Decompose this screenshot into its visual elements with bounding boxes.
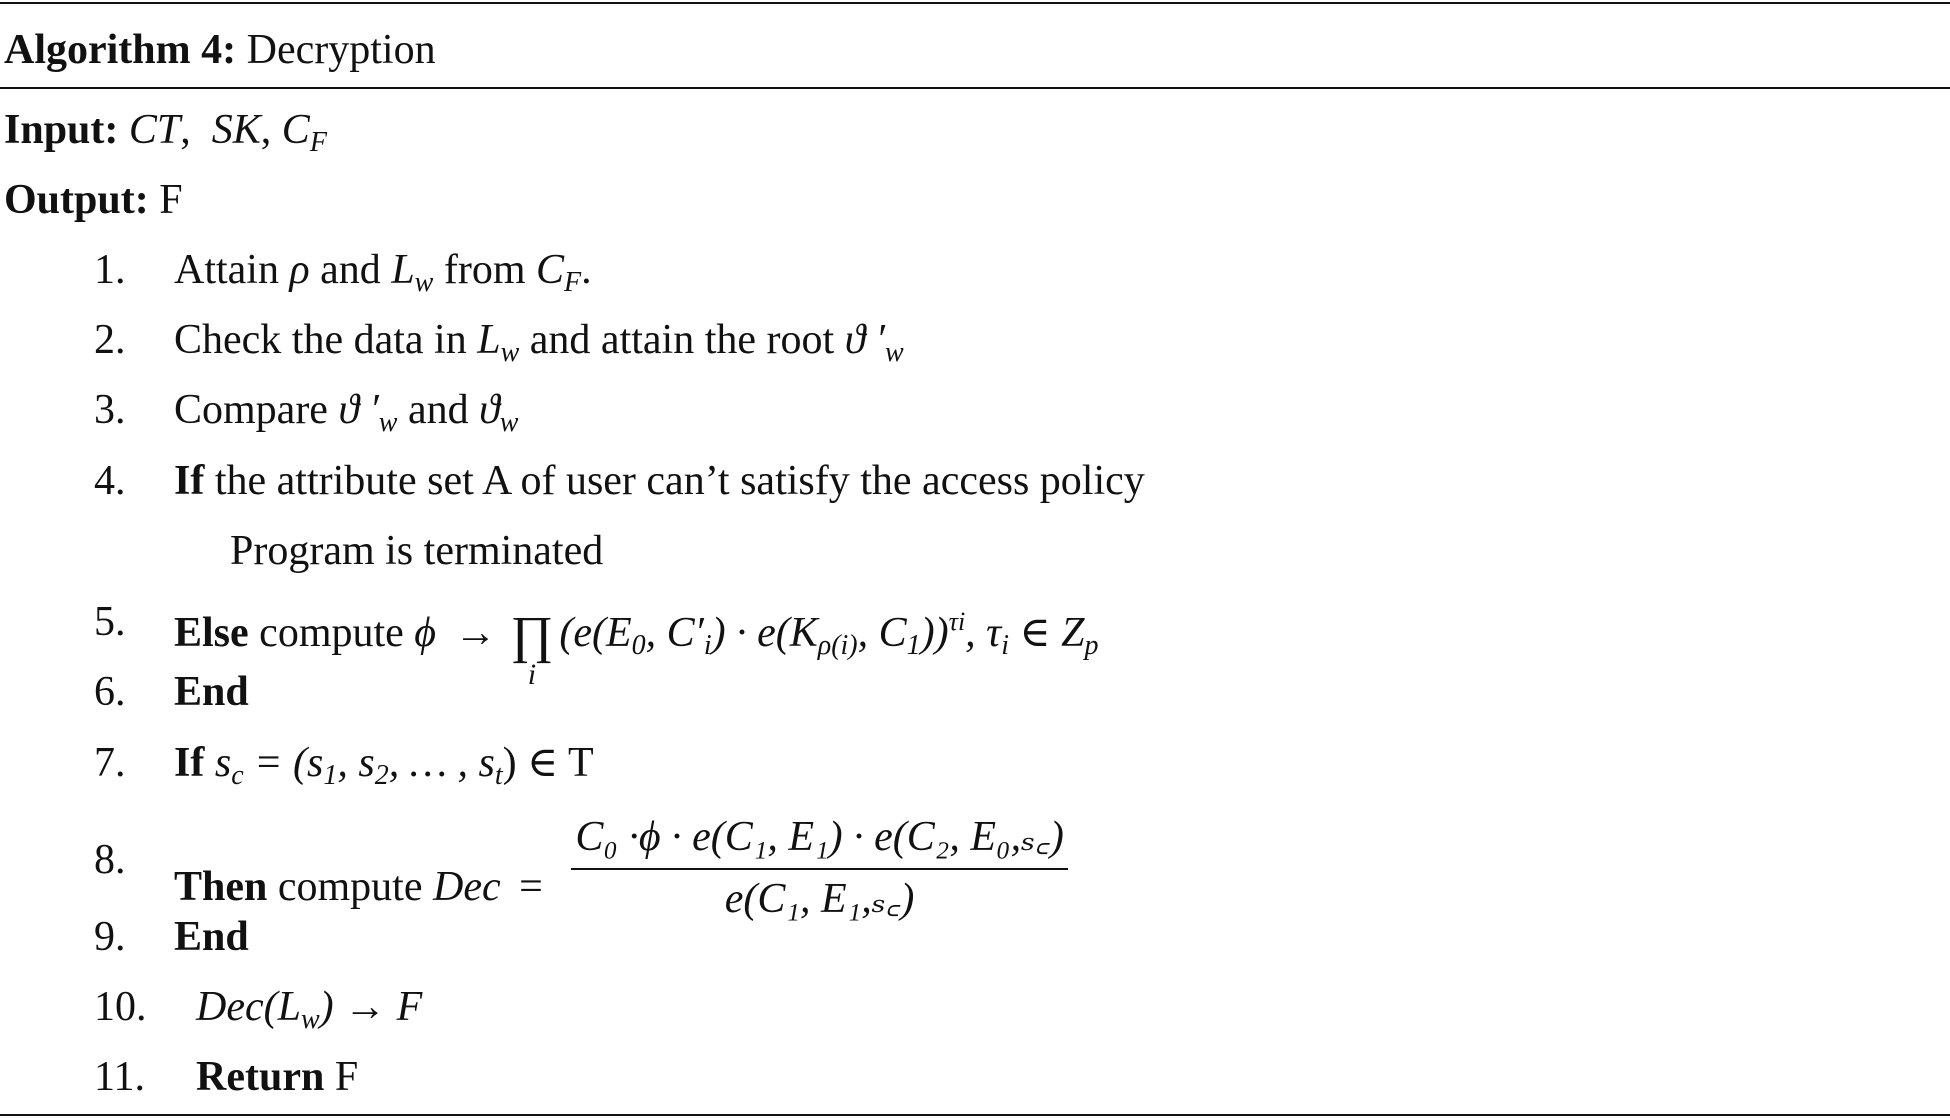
step-number: 2.	[94, 317, 126, 363]
input-cf-sub: F	[309, 127, 327, 158]
output-label: Output:	[4, 177, 149, 223]
step-text: Compare ϑ ′w and ϑw	[174, 387, 519, 438]
keyword-else: Else	[174, 610, 249, 656]
fraction-denominator: e(C₁, E₁,ₛ꜀)	[724, 876, 915, 922]
keyword-then: Then	[174, 863, 268, 910]
step-number: 9.	[94, 914, 126, 960]
step-text: Return F	[196, 1054, 359, 1100]
step-text: If sc = (s1, s2, … , st) ∈ T	[174, 740, 594, 791]
step-text: If the attribute set A of user can’t satisfy the access policy	[174, 458, 1145, 504]
step-number: 11.	[94, 1054, 145, 1100]
step-number: 3.	[94, 387, 126, 433]
input-cf: C	[281, 107, 310, 153]
step-text	[174, 666, 249, 718]
algorithm-title	[4, 24, 436, 76]
bottom-rule	[0, 1114, 1950, 1116]
keyword-end: End	[174, 914, 249, 960]
step-number: 6.	[94, 669, 126, 715]
decryption-fraction	[571, 812, 1068, 924]
output-line	[4, 174, 183, 226]
step-text: Check the data in Lw and attain the root ϑ ′w	[174, 317, 904, 368]
step-number: 8.	[94, 837, 126, 883]
step-text: Else compute ϕ → ∏ i (e(E0, C′i) · e(Kρ(i), C1))$^{\tau i}$, τi ∈ Zp	[174, 607, 1099, 691]
keyword-if: If	[174, 458, 205, 504]
algorithm-name: Decryption	[246, 27, 436, 73]
keyword-return: Return	[196, 1054, 325, 1100]
header-rule	[0, 87, 1950, 89]
algorithm-number: Algorithm 4:	[4, 27, 237, 73]
step-number: 10.	[94, 984, 147, 1030]
step-text: Dec(Lw) → F	[196, 984, 423, 1035]
step-number: 5.	[94, 599, 126, 645]
keyword-end: End	[174, 669, 249, 715]
input-line: Input: CT, SK, CF	[4, 107, 327, 158]
step-number: 7.	[94, 740, 126, 786]
step-text	[174, 911, 249, 963]
input-label: Input:	[4, 107, 119, 153]
product-operator: ∏ i	[510, 607, 554, 691]
fraction-numerator: C₀ ·ϕ · e(C₁, E₁) · e(C₂, E₀,ₛ꜀)	[571, 812, 1068, 870]
input-sk: SK	[211, 107, 261, 153]
output-value: F	[159, 177, 183, 223]
step-number: 4.	[94, 458, 126, 504]
step-text: Then compute Dec = $\frac{\text{C₀ ·ϕ · e(C₁, E₁) · e(C₂, E₀,ₛ꜀)}}{\text{e(C₁, E₁,ₛ꜀)}}$	[174, 818, 1068, 930]
step-4-sub: Program is terminated	[230, 528, 604, 574]
top-rule	[0, 2, 1950, 4]
input-ct: CT	[128, 107, 181, 153]
step-text: Attain ρ and Lw from CF.	[174, 247, 592, 298]
keyword-if: If	[174, 740, 205, 786]
step-number: 1.	[94, 247, 126, 293]
